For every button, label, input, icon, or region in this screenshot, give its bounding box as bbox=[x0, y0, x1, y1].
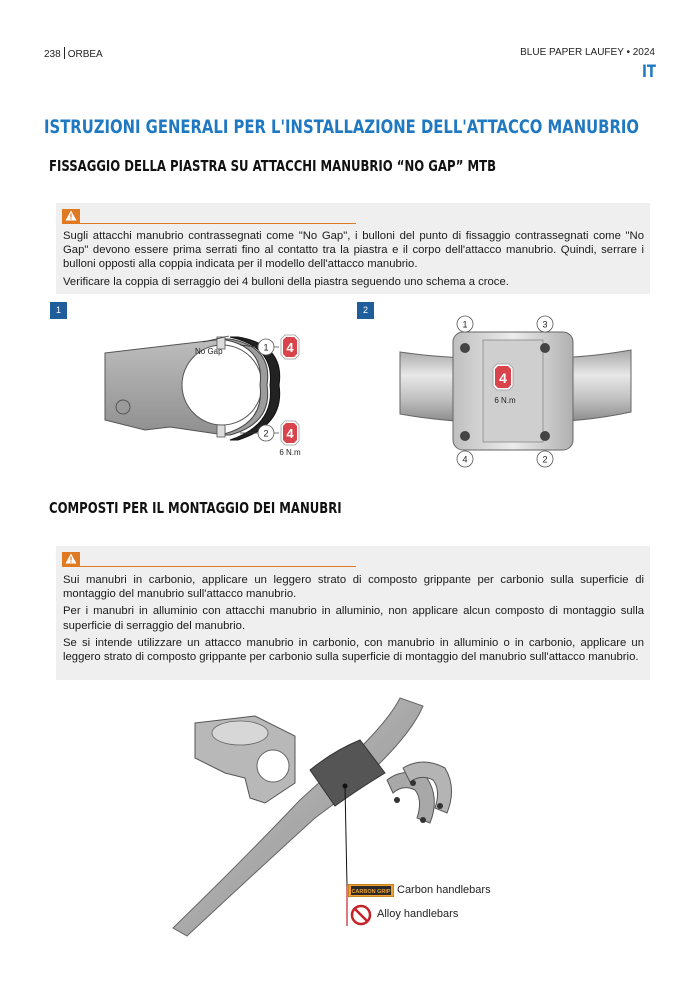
brand-name: ORBEA bbox=[67, 49, 103, 60]
note-2-paragraph-2: Per i manubri in alluminio con attacchi manubrio in alluminio, non applicare alcun composto di montaggio sulla superficie di serraggio del manubrio. bbox=[63, 605, 644, 632]
carbon-grip-label: CARBON GRIP bbox=[351, 889, 391, 896]
warning-icon bbox=[62, 552, 80, 566]
header-divider bbox=[64, 47, 65, 59]
torque-unit-2: 6 N.m bbox=[494, 396, 516, 405]
torque-value-2: 4 bbox=[286, 426, 294, 441]
note-2-paragraph-3: Se si intende utilizzare un attacco manubrio in carbonio, con manubrio in alluminio o in carbonio, applicare un leggero strato di composto grippante per carbonio sulla superficie di montaggio del manubrio sull'attacco manubrio. bbox=[63, 636, 644, 664]
torque-unit-1: 6 N.m bbox=[279, 448, 301, 457]
warning-rule bbox=[62, 209, 356, 224]
torque-value-3: 4 bbox=[499, 370, 507, 386]
carbon-grip-icon bbox=[348, 884, 394, 897]
note-1-paragraph-2: Verificare la coppia di serraggio dei 4 bulloni della piastra seguendo uno schema a croce. bbox=[63, 275, 509, 288]
callout-2-number: 2 bbox=[263, 428, 269, 439]
step-badge-1: 1 bbox=[50, 302, 67, 319]
stem-front-diagram bbox=[395, 312, 635, 472]
bolt-3-number: 3 bbox=[542, 319, 548, 330]
section2-title: COMPOSTI PER IL MONTAGGIO DEI MANUBRI bbox=[49, 499, 342, 517]
note-2-paragraph-1: Sui manubri in carbonio, applicare un leggero strato di composto grippante per carbonio sulla superficie di montaggio del manubrio sull'attacco manubrio. bbox=[63, 574, 644, 601]
alloy-handlebars-legend: Alloy handlebars bbox=[377, 908, 459, 920]
warning-note-1 bbox=[56, 203, 650, 294]
carbon-handlebars-legend: Carbon handlebars bbox=[397, 884, 491, 896]
section1-title: FISSAGGIO DELLA PIASTRA SU ATTACCHI MANUBRIO “NO GAP” MTB bbox=[49, 157, 497, 175]
torque-value-1: 4 bbox=[286, 340, 294, 355]
page-title: ISTRUZIONI GENERALI PER L'INSTALLAZIONE DELL'ATTACCO MANUBRIO bbox=[44, 116, 639, 138]
document-title: BLUE PAPER LAUFEY • 2024 bbox=[520, 47, 655, 58]
step-badge-2: 2 bbox=[357, 302, 374, 319]
page-header-left bbox=[44, 47, 103, 60]
stem-side-diagram bbox=[95, 325, 325, 465]
page-number: 238 bbox=[44, 49, 61, 60]
warning-note-2 bbox=[56, 546, 650, 680]
bolt-1-number: 1 bbox=[462, 319, 468, 330]
note-2-text bbox=[63, 573, 644, 667]
no-gap-label: No Gap bbox=[195, 347, 223, 356]
handlebar-compound-diagram bbox=[165, 688, 465, 938]
warning-icon bbox=[62, 209, 80, 223]
note-1-paragraph-1: Sugli attacchi manubrio contrassegnati come "No Gap", i bulloni del punto di fissaggio contrassegnati come "No Gap" devono essere prima serrati fino al contatto tra la piastra e il corpo dell'attacco manubrio. Quindi, serrare i bulloni opposti alla coppia indicata per il modello dell'attacco manubrio. bbox=[63, 230, 644, 271]
prohibited-icon bbox=[350, 904, 372, 926]
warning-rule bbox=[62, 552, 356, 567]
bolt-2-number: 2 bbox=[542, 454, 548, 465]
note-1-text bbox=[63, 229, 644, 292]
language-code: IT bbox=[642, 62, 656, 82]
callout-1-number: 1 bbox=[263, 342, 269, 353]
bolt-4-number: 4 bbox=[462, 454, 468, 465]
